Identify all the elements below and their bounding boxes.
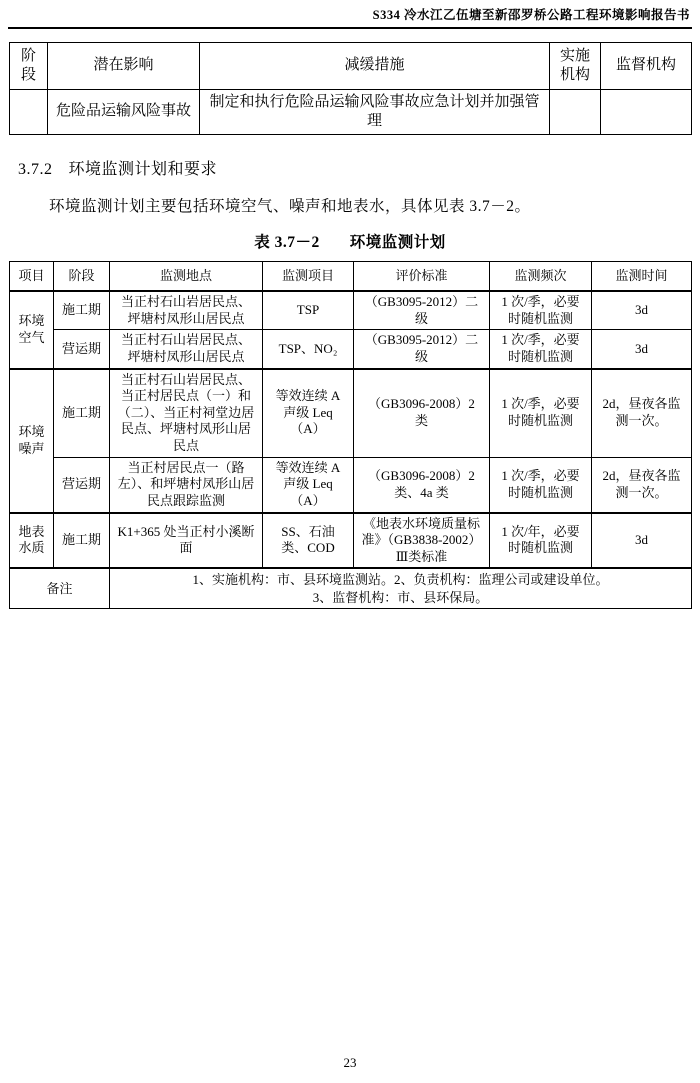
noise-operation-param: 等效连续 A 声级 Leq（A） bbox=[263, 457, 354, 512]
monitoring-col-frequency: 监测频次 bbox=[490, 262, 592, 292]
water-construction-location: K1+365 处当正村小溪断面 bbox=[110, 513, 263, 569]
remark-row bbox=[10, 568, 692, 609]
remark-line-1: 1、实施机构：市、县环境监测站。2、负责机构：监理公司或建设单位。 bbox=[192, 572, 609, 588]
air-operation-location: 当正村石山岩居民点、坪塘村凤形山居民点 bbox=[110, 330, 263, 369]
header-title: S334 冷水江乙伍塘至新邵罗桥公路工程环境影响报告书 bbox=[372, 8, 690, 22]
mitigation-cell-stage bbox=[10, 90, 48, 135]
mitigation-col-impact: 潜在影响 bbox=[48, 43, 200, 90]
noise-operation-standard: （GB3096-2008）2 类、4a 类 bbox=[354, 457, 490, 512]
noise-construction-param: 等效连续 A 声级 Leq（A） bbox=[263, 369, 354, 458]
mitigation-cell-supervising-org bbox=[601, 90, 692, 135]
remark-line-2: 3、监督机构：市、县环保局。 bbox=[312, 589, 489, 605]
water-construction-stage: 施工期 bbox=[54, 513, 110, 569]
air-construction-row bbox=[10, 291, 692, 330]
air-item-cell: 环境空气 bbox=[10, 291, 54, 369]
mitigation-cell-measure: 制定和执行危险品运输风险事故应急计划并加强管理 bbox=[200, 90, 550, 135]
noise-operation-frequency: 1 次/季，必要时随机监测 bbox=[490, 457, 592, 512]
air-operation-row bbox=[10, 330, 692, 369]
air-construction-param: TSP bbox=[263, 291, 354, 330]
mitigation-col-measure: 减缓措施 bbox=[200, 43, 550, 90]
mitigation-data-row bbox=[10, 90, 692, 135]
air-operation-param: TSP、NO₂ bbox=[263, 330, 354, 369]
mitigation-col-implementing-org: 实施机构 bbox=[550, 43, 601, 90]
noise-item-cell: 环境噪声 bbox=[10, 369, 54, 513]
page-header bbox=[8, 0, 692, 29]
monitoring-table bbox=[9, 261, 692, 609]
monitoring-col-stage: 阶段 bbox=[54, 262, 110, 292]
mitigation-col-supervising-org: 监督机构 bbox=[601, 43, 692, 90]
air-construction-standard: （GB3095-2012）二级 bbox=[354, 291, 490, 330]
water-construction-param: SS、石油类、COD bbox=[263, 513, 354, 569]
noise-operation-stage: 营运期 bbox=[54, 457, 110, 512]
mitigation-col-stage: 阶段 bbox=[10, 43, 48, 90]
monitoring-col-item: 项目 bbox=[10, 262, 54, 292]
air-operation-stage: 营运期 bbox=[54, 330, 110, 369]
air-construction-location: 当正村石山岩居民点、坪塘村凤形山居民点 bbox=[110, 291, 263, 330]
page-number: 23 bbox=[343, 1055, 357, 1070]
remark-label-cell: 备注 bbox=[10, 568, 110, 609]
water-construction-frequency: 1 次/年，必要时随机监测 bbox=[490, 513, 592, 569]
noise-construction-standard: （GB3096-2008）2 类 bbox=[354, 369, 490, 458]
body-paragraph: 环境监测计划主要包括环境空气、噪声和地表水，具体见表 3.7－2。 bbox=[49, 198, 531, 215]
air-operation-frequency: 1 次/季，必要时随机监测 bbox=[490, 330, 592, 369]
air-operation-standard: （GB3095-2012）二级 bbox=[354, 330, 490, 369]
mitigation-table bbox=[9, 42, 692, 135]
noise-construction-stage: 施工期 bbox=[54, 369, 110, 458]
remark-content-cell bbox=[110, 568, 692, 609]
section-number: 3.7.2 bbox=[18, 161, 53, 178]
noise-operation-row bbox=[10, 457, 692, 512]
noise-construction-row bbox=[10, 369, 692, 458]
monitoring-col-location: 监测地点 bbox=[110, 262, 263, 292]
monitoring-col-param: 监测项目 bbox=[263, 262, 354, 292]
air-construction-stage: 施工期 bbox=[54, 291, 110, 330]
table-caption-label: 表 3.7－2 bbox=[254, 234, 320, 251]
air-construction-frequency: 1 次/季，必要时随机监测 bbox=[490, 291, 592, 330]
section-heading bbox=[18, 156, 682, 179]
mitigation-header-row bbox=[10, 43, 692, 90]
noise-construction-location: 当正村石山岩居民点、当正村居民点（一）和（二）、当正村祠堂边居民点、坪塘村凤形山居民点 bbox=[110, 369, 263, 458]
water-construction-duration: 3d bbox=[592, 513, 692, 569]
monitoring-col-standard: 评价标准 bbox=[354, 262, 490, 292]
water-construction-standard: 《地表水环境质量标准》（GB3838-2002）Ⅲ类标准 bbox=[354, 513, 490, 569]
noise-construction-frequency: 1 次/季，必要时随机监测 bbox=[490, 369, 592, 458]
monitoring-header-row bbox=[10, 262, 692, 292]
table-caption bbox=[0, 230, 700, 252]
table-caption-title: 环境监测计划 bbox=[349, 234, 446, 251]
air-construction-duration: 3d bbox=[592, 291, 692, 330]
mitigation-cell-implementing-org bbox=[550, 90, 601, 135]
mitigation-cell-impact: 危险品运输风险事故 bbox=[48, 90, 200, 135]
monitoring-col-duration: 监测时间 bbox=[592, 262, 692, 292]
noise-operation-location: 当正村居民点一（路左）、和坪塘村凤形山居民点跟踪监测 bbox=[110, 457, 263, 512]
air-operation-duration: 3d bbox=[592, 330, 692, 369]
water-construction-row bbox=[10, 513, 692, 569]
noise-construction-duration: 2d，昼夜各监测一次。 bbox=[592, 369, 692, 458]
section-title: 环境监测计划和要求 bbox=[68, 161, 218, 178]
water-item-cell: 地表水质 bbox=[10, 513, 54, 569]
noise-operation-duration: 2d，昼夜各监测一次。 bbox=[592, 457, 692, 512]
